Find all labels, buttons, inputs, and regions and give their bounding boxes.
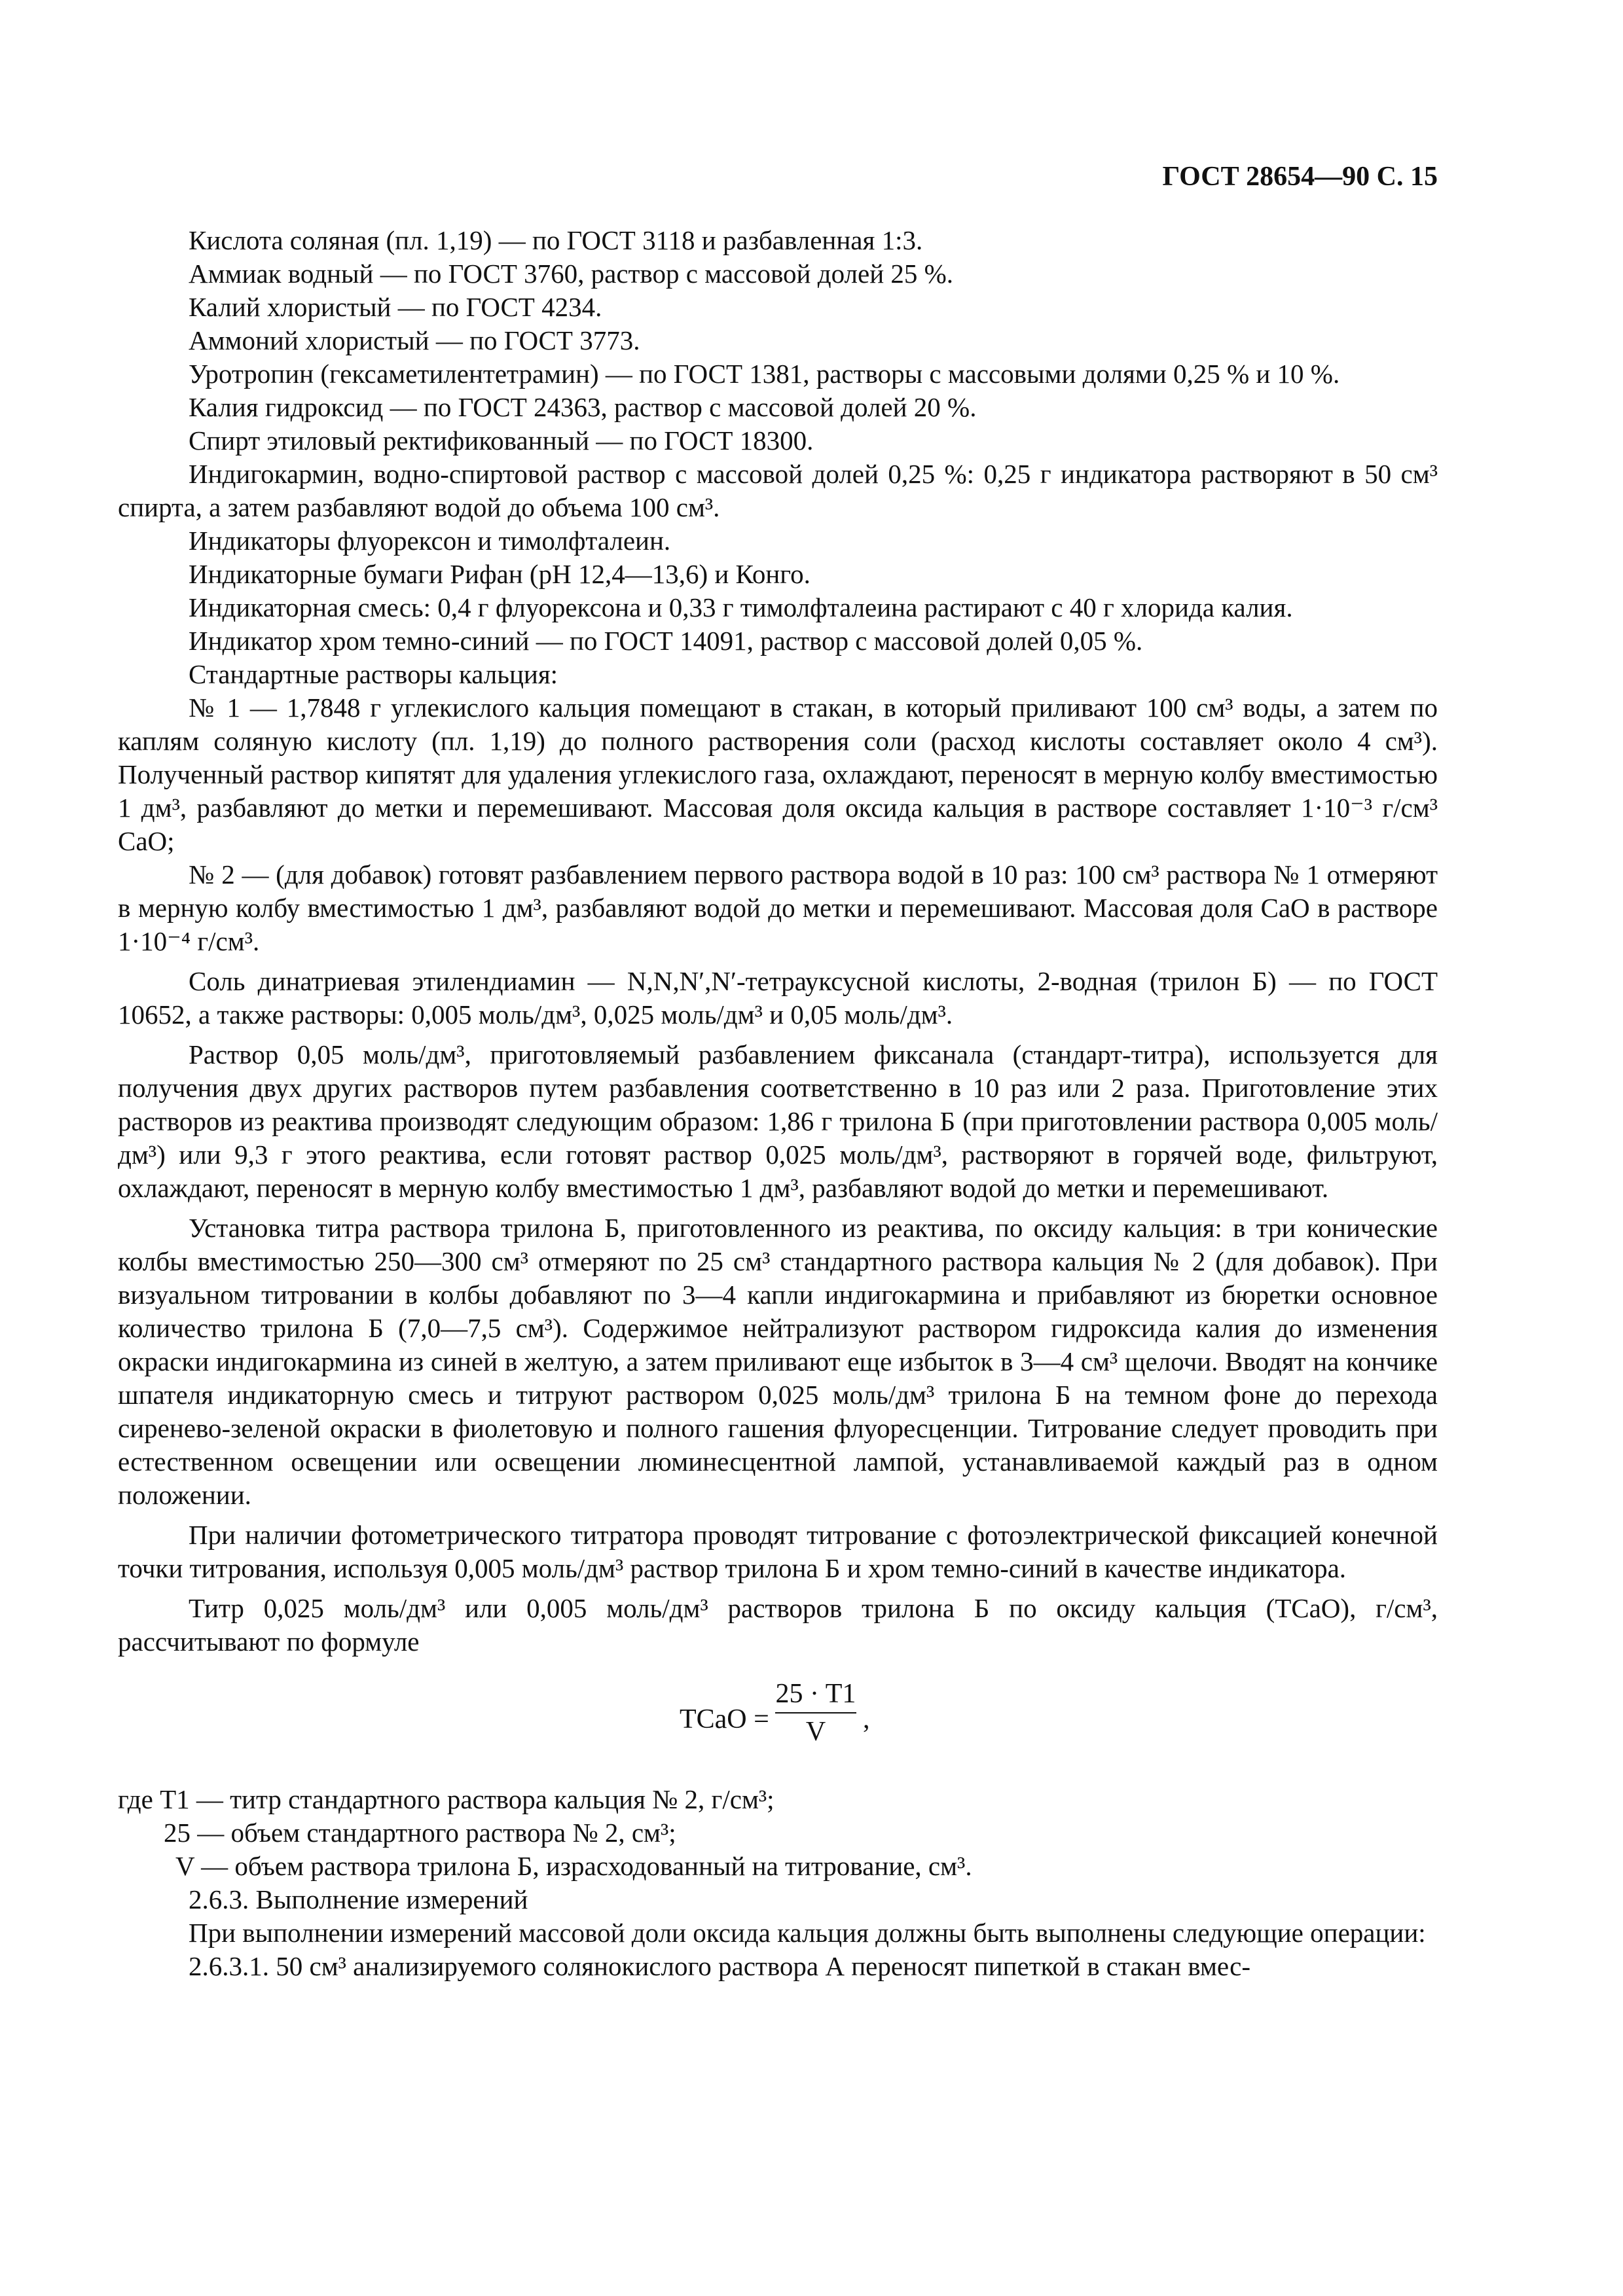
paragraph: Аммиак водный — по ГОСТ 3760, раствор с массовой долей 25 %.: [189, 259, 954, 289]
legend-line: V — объем раствора трилона Б, израсходованный на титрование, см³.: [175, 1851, 972, 1881]
paragraph: Титр 0,025 моль/дм³ или 0,005 моль/дм³ растворов трилона Б по оксиду кальция (TCaO), г/см³, рассчитывают по формуле: [118, 1593, 1438, 1657]
paragraph: Спирт этиловый ректификованный — по ГОСТ 18300.: [189, 425, 814, 456]
paragraph: Индикаторная смесь: 0,4 г флуорексона и 0,33 г тимолфталеина растирают с 40 г хлорида калия.: [189, 592, 1293, 622]
paragraph: Калий хлористый — по ГОСТ 4234.: [189, 292, 602, 322]
paragraph: Кислота соляная (пл. 1,19) — по ГОСТ 3118 и разбавленная 1:3.: [189, 225, 923, 255]
paragraph: Раствор 0,05 моль/дм³, приготовляемый разбавлением фиксанала (стандарт-титра), используется для получения двух других растворов путем разбавления соответственно в 10 раз или 2 раза. Приготовление этих растворов из реактива производят следующим образом: 1,86 г трилона Б (при приготовлении раствора 0,005 моль/дм³) или 9,3 г этого реактива, если готовят раствор 0,025 моль/дм³, растворяют в горячей воде, фильтруют, охлаждают, переносят в мерную колбу вместимостью 1 дм³, разбавляют водой до метки и перемешивают.: [118, 1039, 1438, 1203]
paragraph: Индикаторы флуорексон и тимолфталеин.: [189, 526, 671, 556]
paragraph: При выполнении измерений массовой доли оксида кальция должны быть выполнены следующие операции:: [189, 1918, 1426, 1948]
paragraph: Аммоний хлористый — по ГОСТ 3773.: [189, 325, 640, 355]
formula: [118, 1665, 1438, 1776]
paragraph: Стандартные растворы кальция:: [189, 659, 558, 689]
paragraph: Калия гидроксид — по ГОСТ 24363, раствор с массовой долей 20 %.: [189, 392, 977, 422]
document-body: [118, 224, 1438, 1983]
paragraph: Установка титра раствора трилона Б, приготовленного из реактива, по оксиду кальция: в три конические колбы вместимостью 250—300 см³ отмеряют по 25 см³ стандартного раствора кальция № 2 (для добавок). При визуальном титровании в колбы добавляют по 3—4 капли индигокармина и прибавляют из бюретки основное количество трилона Б (7,0—7,5 см³). Содержимое нейтрализуют раствором гидроксида калия до изменения окраски индигокармина из синей в желтую, а затем приливают еще избыток в 3—4 см³ щелочи. Вводят на кончике шпателя индикаторную смесь и титруют раствором 0,025 моль/дм³ трилона Б на темном фоне до перехода сиренево-зеленой окраски в фиолетовую и полного гашения флуоресценции. Титрование следует проводить при естественном освещении или освещении люминесцентной лампой, устанавливаемой каждый раз в одном положении.: [118, 1213, 1438, 1510]
paragraph: Уротропин (гексаметилентетрамин) — по ГОСТ 1381, растворы с массовыми долями 0,25 % и 10 %.: [189, 359, 1340, 389]
formula-denominator: V: [805, 1717, 826, 1747]
paragraph: Соль динатриевая этилендиамин — N,N,N′,N′-тетрауксусной кислоты, 2-водная (трилон Б) — по ГОСТ 10652, а также растворы: 0,005 моль/дм³, 0,025 моль/дм³ и 0,05 моль/дм³.: [118, 966, 1438, 1030]
paragraph: № 2 — (для добавок) готовят разбавлением первого раствора водой в 10 раз: 100 см³ раствора № 1 отмеряют в мерную колбу вместимостью 1 дм³, разбавляют водой до метки и перемешивают. Массовая доля CaO в растворе 1·10⁻⁴ г/см³.: [118, 859, 1438, 956]
paragraph: Индикаторные бумаги Рифан (рН 12,4—13,6) и Конго.: [189, 559, 811, 589]
formula-fraction: [775, 1677, 856, 1749]
paragraph: № 1 — 1,7848 г углекислого кальция помещают в стакан, в который приливают 100 см³ воды, а затем по каплям соляную кислоту (пл. 1,19) до полного растворения соли (расход кислоты составляет около 4 см³). Полученный раствор кипятят для удаления углекислого газа, охлаждают, переносят в мерную колбу вместимостью 1 дм³, разбавляют до метки и перемешивают. Массовая доля оксида кальция в растворе составляет 1·10⁻³ г/см³ CaO;: [118, 692, 1438, 856]
formula-trail: ,: [863, 1704, 870, 1734]
legend-line: где T1 — титр стандартного раствора кальция № 2, г/см³;: [118, 1784, 775, 1814]
formula-numerator: 25 · T1: [775, 1679, 856, 1709]
paragraph: При наличии фотометрического титратора проводят титрование с фотоэлектрической фиксацией конечной точки титрования, используя 0,005 моль/дм³ раствор трилона Б и хром темно-синий в качестве индикатора.: [118, 1520, 1438, 1583]
section-heading: 2.6.3. Выполнение измерений: [189, 1884, 528, 1914]
paragraph: Индикатор хром темно-синий — по ГОСТ 14091, раствор с массовой долей 0,05 %.: [189, 626, 1143, 656]
fraction-bar: [775, 1712, 856, 1713]
legend-line: 25 — объем стандартного раствора № 2, см³;: [164, 1818, 676, 1848]
page-header: ГОСТ 28654—90 С. 15: [1162, 162, 1438, 192]
paragraph: Индигокармин, водно-спиртовой раствор с массовой долей 0,25 %: 0,25 г индикатора растворяют в 50 см³ спирта, а затем разбавляют водой до объема 100 см³.: [118, 459, 1438, 522]
formula-lhs: TCaO =: [680, 1704, 769, 1734]
paragraph: 2.6.3.1. 50 см³ анализируемого солянокислого раствора А переносят пипеткой в стакан вмес-: [189, 1951, 1250, 1981]
